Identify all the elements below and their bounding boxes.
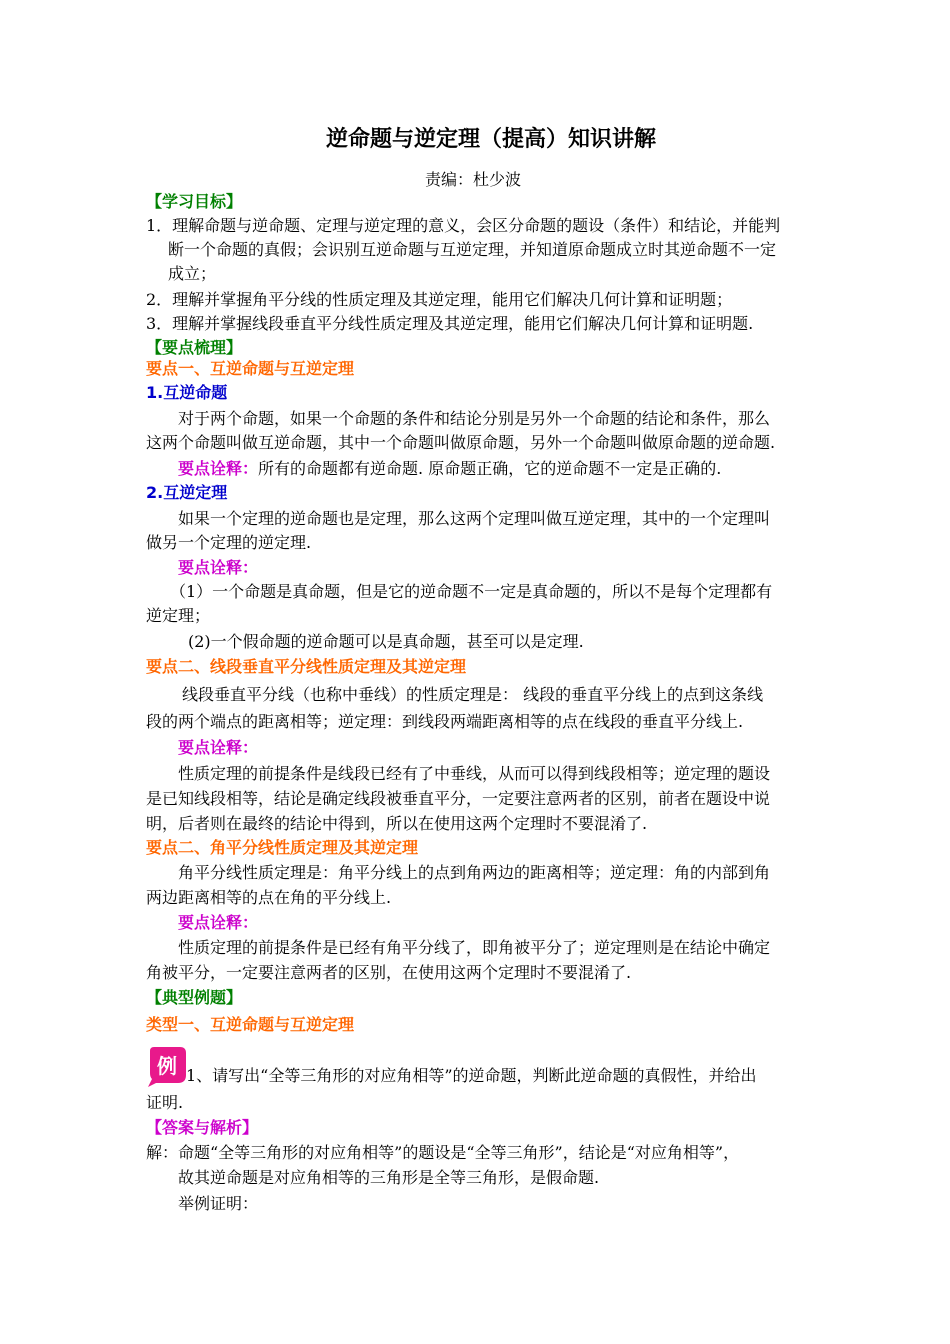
solution-line: 解：命题“全等三角形的对应角相等”的题设是“全等三角形”，结论是“对应角相等”， bbox=[146, 1143, 740, 1162]
solution-line: 举例证明： bbox=[178, 1194, 259, 1213]
point3-text: 角平分线性质定理是：角平分线上的点到角两边的距离相等；逆定理：角的内部到角 bbox=[178, 863, 771, 882]
sub1-text: 对于两个命题，如果一个命题的条件和结论分别是另外一个命题的结论和条件，那么 bbox=[178, 409, 771, 428]
sub1-note-line bbox=[178, 457, 721, 481]
point1-title: 要点一、互逆命题与互逆定理 bbox=[146, 359, 355, 378]
goals-header: 【学习目标】 bbox=[146, 192, 243, 211]
note-label: 要点诠释： bbox=[178, 558, 259, 577]
sub1-text: 这两个命题叫做互逆命题，其中一个命题叫做原命题，另外一个命题叫做原命题的逆命题. bbox=[146, 433, 776, 452]
goal-line: 断一个命题的真假；会识别互逆命题与互逆定理，并知道原命题成立时其逆命题不一定 bbox=[168, 240, 777, 259]
point2-note: 是已知线段相等，结论是确定线段被垂直平分，一定要注意两者的区别，前者在题设中说 bbox=[146, 789, 771, 808]
sub2-text: 如果一个定理的逆命题也是定理，那么这两个定理叫做互逆定理，其中的一个定理叫 bbox=[178, 509, 771, 528]
examples-header: 【典型例题】 bbox=[146, 988, 243, 1007]
sub2-note-item: (2)一个假命题的逆命题可以是真命题，甚至可以是定理. bbox=[188, 632, 584, 651]
editor-line: 责编：杜少波 bbox=[425, 170, 522, 189]
answer-header: 【答案与解析】 bbox=[146, 1118, 259, 1137]
sub2-title: 2.互逆定理 bbox=[146, 483, 228, 502]
note-label: 要点诠释： bbox=[178, 913, 259, 932]
goal-line: 2．理解并掌握角平分线的性质定理及其逆定理，能用它们解决几何计算和证明题； bbox=[146, 290, 733, 309]
point3-text: 两边距离相等的点在角的平分线上. bbox=[146, 888, 392, 907]
goal-line: 1．理解命题与逆命题、定理与逆定理的意义，会区分命题的题设（条件）和结论，并能判 bbox=[146, 216, 781, 235]
point3-note: 性质定理的前提条件是已经有角平分线了，即角被平分了；逆定理则是在结论中确定 bbox=[178, 938, 771, 957]
points-header: 【要点梳理】 bbox=[146, 338, 243, 357]
point3-note: 角被平分，一定要注意两者的区别，在使用这两个定理时不要混淆了. bbox=[146, 963, 632, 982]
point2-title: 要点二、线段垂直平分线性质定理及其逆定理 bbox=[146, 657, 467, 676]
point2-text: 段的两个端点的距离相等；逆定理：到线段两端距离相等的点在线段的垂直平分线上. bbox=[146, 712, 744, 731]
sub1-title: 1.互逆命题 bbox=[146, 383, 228, 402]
example-badge-label: 例 bbox=[157, 1054, 177, 1078]
note-label: 要点诠释： bbox=[178, 738, 259, 757]
sub2-note-item: 逆定理； bbox=[146, 606, 211, 625]
note-label: 要点诠释： bbox=[178, 459, 259, 478]
sub1-note: 所有的命题都有逆命题. 原命题正确，它的逆命题不一定是正确的. bbox=[258, 459, 722, 478]
point2-note: 性质定理的前提条件是线段已经有了中垂线，从而可以得到线段相等；逆定理的题设 bbox=[178, 764, 771, 783]
point2-text: 线段垂直平分线（也称中垂线）的性质定理是： 线段的垂直平分线上的点到这条线 bbox=[182, 685, 764, 704]
goal-line: 3．理解并掌握线段垂直平分线性质定理及其逆定理，能用它们解决几何计算和证明题. bbox=[146, 314, 754, 333]
sub2-text: 做另一个定理的逆定理. bbox=[146, 533, 312, 552]
point2-note: 明，后者则在最终的结论中得到，所以在使用这两个定理时不要混淆了. bbox=[146, 814, 648, 833]
goal-line: 成立； bbox=[168, 264, 217, 283]
example1-text: 证明. bbox=[146, 1093, 184, 1112]
type1-title: 类型一、互逆命题与互逆定理 bbox=[146, 1015, 355, 1034]
example1-text: 1、请写出“全等三角形的对应角相等”的逆命题，判断此逆命题的真假性，并给出 bbox=[186, 1066, 757, 1085]
sub2-note-item: （1）一个命题是真命题，但是它的逆命题不一定是真命题的，所以不是每个定理都有 bbox=[170, 582, 773, 601]
document-title: 逆命题与逆定理（提高）知识讲解 bbox=[326, 127, 657, 152]
point3-title: 要点二、角平分线性质定理及其逆定理 bbox=[146, 838, 419, 857]
example-badge-icon bbox=[146, 1045, 188, 1087]
solution-line: 故其逆命题是对应角相等的三角形是全等三角形，是假命题. bbox=[178, 1168, 600, 1187]
